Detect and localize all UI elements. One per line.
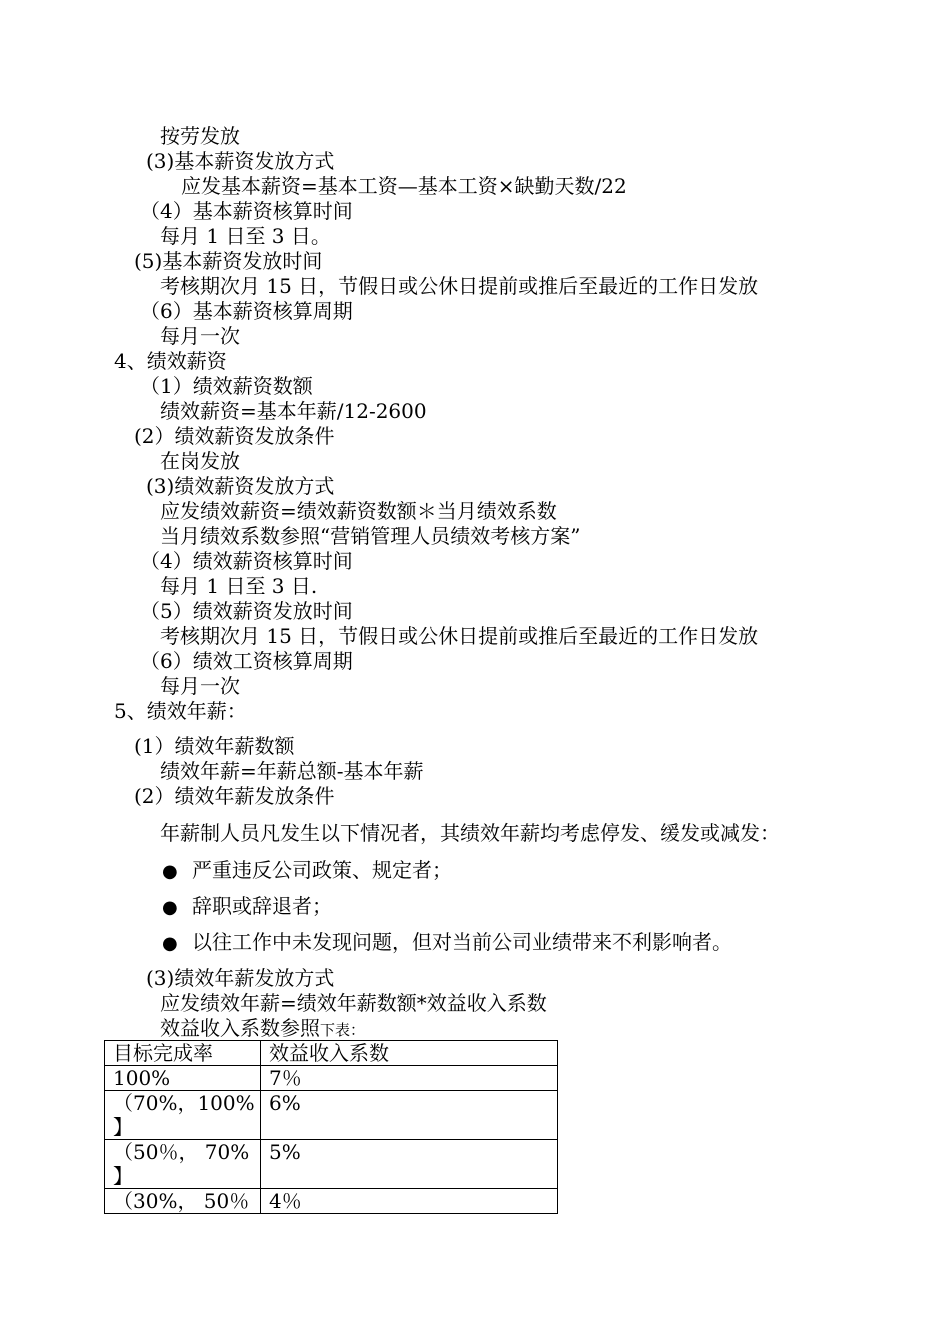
- table-cell: [105, 1140, 261, 1189]
- bullet-item: [162, 894, 332, 920]
- table-header-cell: 效益收入系数: [261, 1041, 558, 1066]
- table-cell-text: 】: [113, 1115, 133, 1139]
- text-line: 应发绩效薪资=绩效薪资数额＊当月绩效系数: [160, 499, 557, 523]
- table-row: [105, 1091, 558, 1140]
- text-line: (2）绩效年薪发放条件: [134, 784, 335, 808]
- section-heading: 5、绩效年薪：: [114, 699, 247, 723]
- text-line: 应发绩效年薪=绩效年薪数额*效益收入系数: [160, 991, 547, 1015]
- bullet-item: [162, 858, 452, 884]
- section-heading: 4、绩效薪资: [114, 349, 227, 373]
- coefficient-table: [104, 1040, 558, 1214]
- text-line: （6）基本薪资核算周期: [140, 299, 353, 323]
- text-line: 当月绩效系数参照“营销管理人员绩效考核方案”: [160, 524, 581, 548]
- text-line: [160, 1016, 365, 1042]
- text-line: （4）基本薪资核算时间: [140, 199, 353, 223]
- text-line: 年薪制人员凡发生以下情况者，其绩效年薪均考虑停发、缓发或减发：: [160, 821, 780, 845]
- text-line: (3)绩效年薪发放方式: [146, 966, 335, 990]
- text-line: （4）绩效薪资核算时间: [140, 549, 353, 573]
- table-row: [105, 1066, 558, 1091]
- text-line: 在岗发放: [160, 449, 240, 473]
- text-line: 每月 1 日至 3 日。: [160, 224, 331, 248]
- bullet-item: [162, 930, 732, 956]
- text-span-small: 下表：: [320, 1021, 366, 1039]
- table-row: [105, 1189, 558, 1214]
- table-cell: [105, 1066, 261, 1091]
- text-line: （1）绩效薪资数额: [140, 374, 313, 398]
- table-row: [105, 1140, 558, 1189]
- bullet-icon: ●: [162, 933, 178, 954]
- table-cell: 7％: [261, 1066, 558, 1091]
- table-cell: [105, 1091, 261, 1140]
- table-cell: 6%: [261, 1091, 558, 1140]
- table-header-cell: 目标完成率: [105, 1041, 261, 1066]
- text-line: （6）绩效工资核算周期: [140, 649, 353, 673]
- bullet-text: 以往工作中未发现问题，但对当前公司业绩带来不利影响者。: [192, 930, 732, 954]
- table-cell-text: （50％， 70%: [113, 1140, 250, 1164]
- bullet-text: 辞职或辞退者；: [192, 894, 332, 918]
- table-cell-text: （70%，100%: [113, 1091, 255, 1115]
- bullet-icon: ●: [162, 861, 178, 882]
- text-line: 考核期次月 15 日，节假日或公休日提前或推后至最近的工作日发放: [160, 624, 759, 648]
- table-cell: [105, 1189, 261, 1214]
- bullet-icon: ●: [162, 897, 178, 918]
- text-line: 每月一次: [160, 324, 240, 348]
- text-line: 绩效薪资=基本年薪/12-2600: [160, 399, 427, 423]
- table-cell: 5%: [261, 1140, 558, 1189]
- table-cell-text: 】: [113, 1164, 133, 1188]
- table-header-row: [105, 1041, 558, 1066]
- text-line: 每月 1 日至 3 日.: [160, 574, 318, 598]
- table-cell-text: （30%， 50％: [113, 1189, 250, 1213]
- text-span: 效益收入系数参照: [160, 1016, 320, 1040]
- table-cell: 4％: [261, 1189, 558, 1214]
- text-line: (5)基本薪资发放时间: [134, 249, 323, 273]
- text-line: 每月一次: [160, 674, 240, 698]
- text-line: (3)基本薪资发放方式: [146, 149, 335, 173]
- text-line: （5）绩效薪资发放时间: [140, 599, 353, 623]
- text-line: 绩效年薪=年薪总额-基本年薪: [160, 759, 424, 783]
- text-line: 考核期次月 15 日，节假日或公休日提前或推后至最近的工作日发放: [160, 274, 759, 298]
- text-line: (1）绩效年薪数额: [134, 734, 295, 758]
- bullet-text: 严重违反公司政策、规定者；: [192, 858, 452, 882]
- text-line: (2）绩效薪资发放条件: [134, 424, 335, 448]
- text-line: 应发基本薪资=基本工资—基本工资×缺勤天数/22: [181, 174, 627, 198]
- text-line: (3)绩效薪资发放方式: [146, 474, 335, 498]
- table-cell-text: 100%: [113, 1066, 171, 1090]
- text-line: 按劳发放: [160, 124, 240, 148]
